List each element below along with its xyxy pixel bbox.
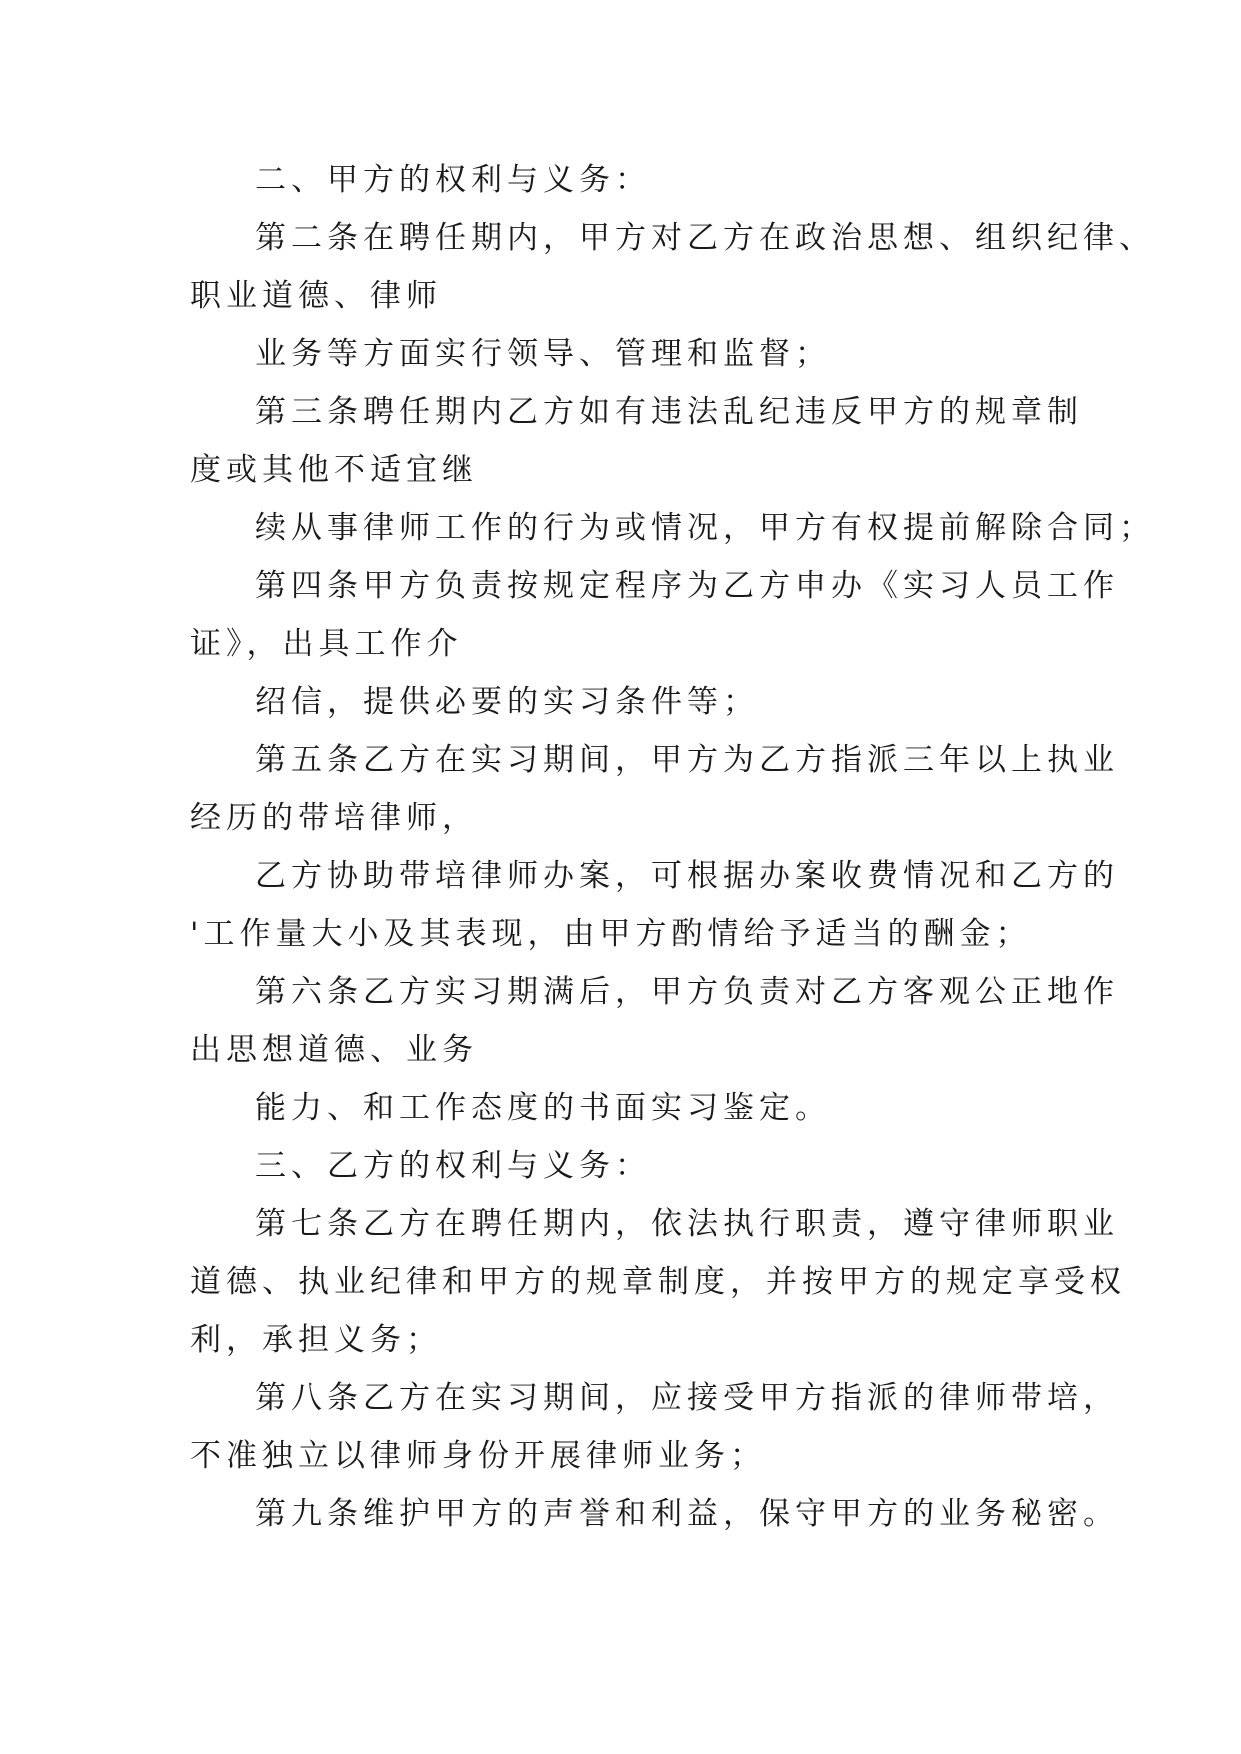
paragraph-line: 第七条乙方在聘任期内，依法执行职责，遵守律师职业 — [255, 1206, 1119, 1242]
section-heading-party-b: 三、乙方的权利与义务： — [255, 1148, 651, 1184]
paragraph-line: 业务等方面实行领导、管理和监督； — [255, 336, 831, 372]
paragraph-line: 续从事律师工作的行为或情况，甲方有权提前解除合同； — [255, 510, 1155, 546]
paragraph-line: 第四条甲方负责按规定程序为乙方申办《实习人员工作 — [255, 568, 1119, 604]
paragraph-line: 第五条乙方在实习期间，甲方为乙方指派三年以上执业 — [255, 742, 1119, 778]
paragraph-line: 出思想道德、业务 — [190, 1032, 478, 1068]
section-heading-party-a: 二、甲方的权利与义务： — [255, 162, 651, 198]
paragraph-line: 绍信，提供必要的实习条件等； — [255, 684, 759, 720]
paragraph-line: 道德、执业纪律和甲方的规章制度，并按甲方的规定享受权 — [190, 1264, 1126, 1300]
paragraph-line: 能力、和工作态度的书面实习鉴定。 — [255, 1090, 831, 1126]
paragraph-line: 乙方协助带培律师办案，可根据办案收费情况和乙方的 — [255, 858, 1119, 894]
paragraph-line: 第六条乙方实习期满后，甲方负责对乙方客观公正地作 — [255, 974, 1119, 1010]
paragraph-line: 经历的带培律师， — [190, 800, 478, 836]
paragraph-line: 利，承担义务； — [190, 1322, 442, 1358]
paragraph-line: 证》，出具工作介 — [190, 626, 463, 662]
paragraph-line: 职业道德、律师 — [190, 278, 442, 314]
paragraph-line: 第八条乙方在实习期间，应接受甲方指派的律师带培， — [255, 1380, 1119, 1416]
paragraph-line: 第九条维护甲方的声誉和利益，保守甲方的业务秘密。 — [255, 1496, 1119, 1532]
paragraph-line: 第二条在聘任期内，甲方对乙方在政治思想、组织纪律、 — [255, 220, 1155, 256]
paragraph-line: '工作量大小及其表现，由甲方酌情给予适当的酬金； — [190, 916, 1032, 952]
paragraph-line: 第三条聘任期内乙方如有违法乱纪违反甲方的规章制 — [255, 394, 1083, 430]
paragraph-line: 不准独立以律师身份开展律师业务； — [190, 1438, 766, 1474]
paragraph-line: 度或其他不适宜继 — [190, 452, 478, 488]
